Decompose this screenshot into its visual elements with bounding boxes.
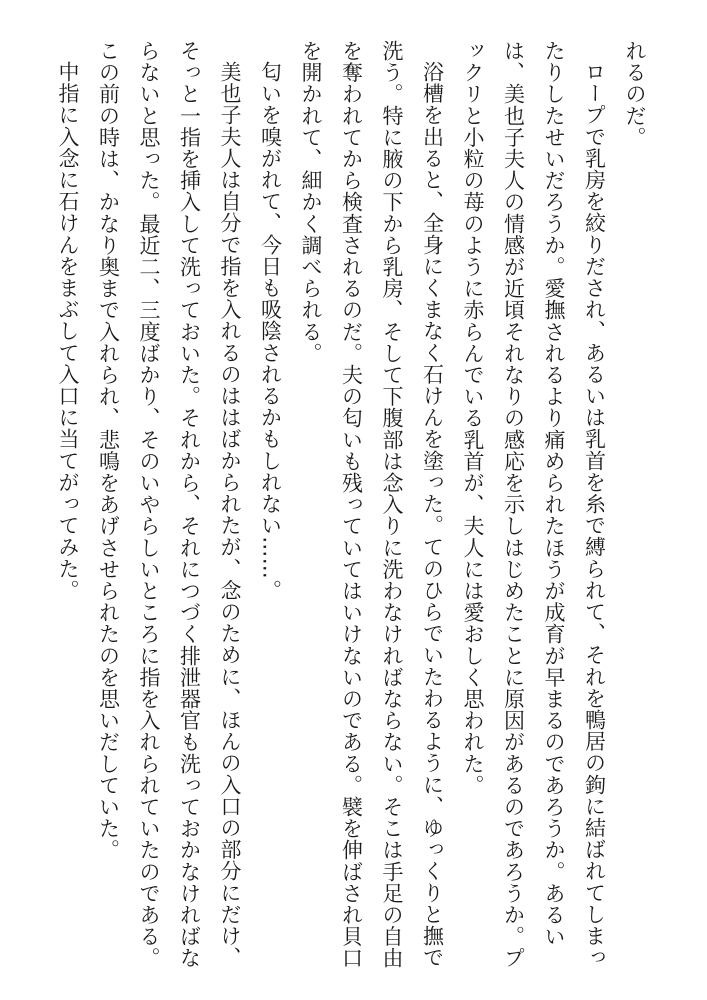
paragraph-4: 匂いを嗅がれて、今日も吸陰されるかもしれない……。	[258, 61, 283, 601]
paragraph-1: れるのだ。	[623, 40, 647, 148]
vertical-text-body	[48, 40, 656, 970]
paragraph-3: 浴槽を出ると、全身にくまなく石けんを塗った。てのひらでいたわるように、ゆっくりと撫で洗う。特に腋の下から乳房、そして下腹部は念入りに洗わなければならない。そこは手足の自由を奪われてから検査されるのだ。夫の匂いも残っていてはいけないのである。襞を伸ばされ貝口を開かれて、細かく調べられる。	[299, 40, 445, 969]
paragraph-2: ロープで乳房を絞りだされ、あるいは乳首を糸で縛られて、それを鴨居の鉤に結ばれてしまったりしたせいだろうか。愛撫されるより痛められたほうが成育が早まるのであろうか。あるいは、美也子夫人の情感が近頃それなりの感応を示しはじめたことに原因があるのであろうか。プックリと小粒の苺のように赤らんでいる乳首が、夫人には愛おしく思われた。	[461, 40, 607, 969]
paragraph-5: 美也子夫人は自分で指を入れるのははばかられたが、念のために、ほんの入口の部分にだけ、そっと一指を挿入して洗っておいた。それから、それにつづく排泄器官も洗っておかなければならないと思った。最近二、三度ばかり、そのいやらしいところに指を入れられていたのである。この前の時は、かなり奥まで入れられ、悲鳴をあげさせられたのを思いだしていた。	[96, 40, 242, 969]
paragraph-6: 中指に入念に石けんをまぶして入口に当てがってみた。	[56, 61, 80, 601]
